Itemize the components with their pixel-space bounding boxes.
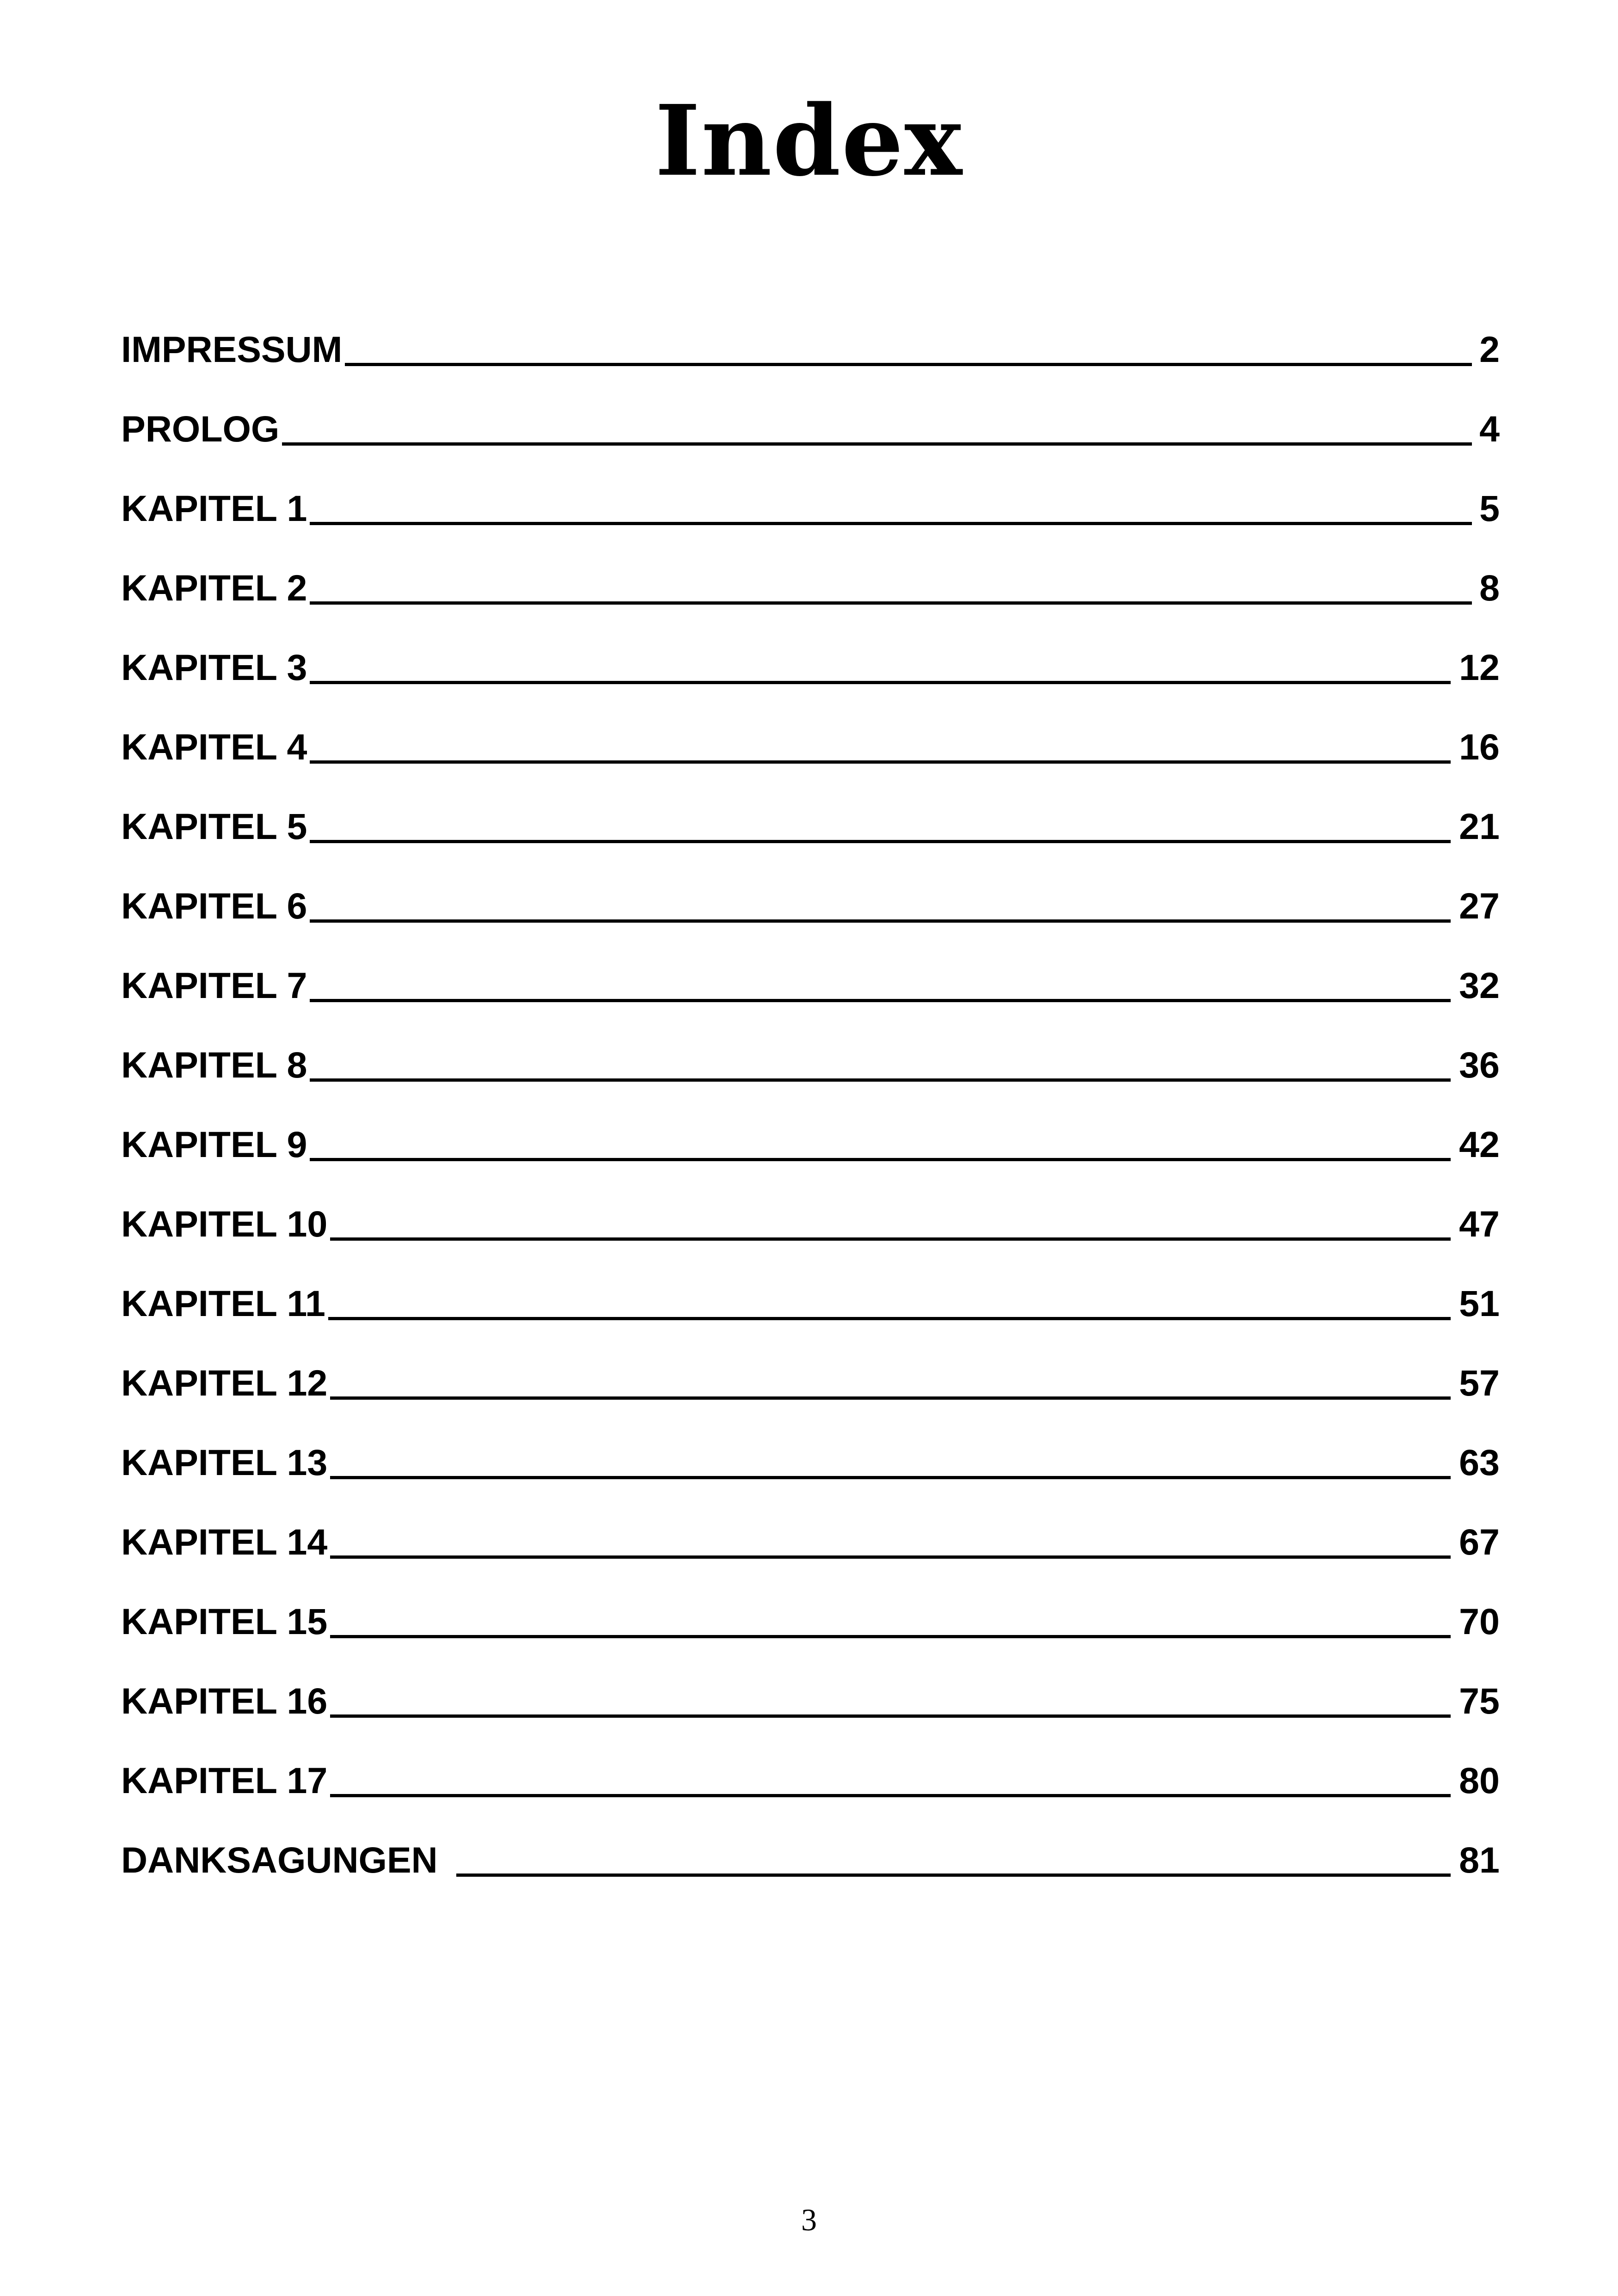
toc-entry-page: 80 (1459, 1760, 1500, 1801)
toc-entry-label: KAPITEL 11 (121, 1283, 325, 1324)
toc-leader-line (310, 760, 1451, 764)
toc-leader-line (330, 1396, 1451, 1400)
toc-entry-kapitel-11[interactable] (121, 1259, 1500, 1339)
toc-entry-page: 51 (1459, 1283, 1500, 1324)
toc-leader-line (310, 999, 1451, 1002)
toc-entry-label: KAPITEL 3 (121, 647, 307, 688)
toc-leader-line (310, 681, 1451, 684)
toc-entry-page: 12 (1459, 647, 1500, 688)
toc-entry-label: DANKSAGUNGEN (121, 1839, 438, 1880)
toc-leader-line (345, 363, 1472, 366)
toc-entry-kapitel-8[interactable] (121, 1021, 1500, 1100)
toc-entry-kapitel-3[interactable] (121, 623, 1500, 703)
toc-entry-impressum[interactable] (121, 305, 1500, 385)
toc-entry-label: KAPITEL 12 (121, 1362, 328, 1403)
toc-entry-label: KAPITEL 7 (121, 965, 307, 1006)
toc-entry-page: 2 (1479, 329, 1500, 370)
toc-leader-line (330, 1714, 1451, 1718)
toc-entry-page: 16 (1459, 726, 1500, 767)
toc-entry-page: 75 (1459, 1680, 1500, 1721)
toc-leader-line (328, 1317, 1451, 1320)
toc-leader-line (310, 919, 1451, 923)
page-title: Index (655, 84, 963, 198)
toc-entry-label: KAPITEL 5 (121, 806, 307, 847)
toc-entry-prolog[interactable] (121, 385, 1500, 464)
toc-entry-page: 70 (1459, 1601, 1500, 1642)
toc-entry-kapitel-15[interactable] (121, 1577, 1500, 1657)
toc-entry-label: KAPITEL 17 (121, 1760, 328, 1801)
toc-entry-page: 27 (1459, 885, 1500, 926)
toc-entry-kapitel-16[interactable] (121, 1657, 1500, 1736)
toc-entry-kapitel-1[interactable] (121, 464, 1500, 544)
toc-entry-kapitel-5[interactable] (121, 782, 1500, 862)
toc-entry-label: KAPITEL 2 (121, 567, 307, 608)
toc-entry-page: 67 (1459, 1521, 1500, 1562)
toc-entry-page: 63 (1459, 1442, 1500, 1483)
toc-leader-line (310, 840, 1451, 843)
toc-leader-line (310, 1158, 1451, 1161)
toc-entry-page: 57 (1459, 1362, 1500, 1403)
toc-leader-line (330, 1635, 1451, 1638)
toc-entry-kapitel-10[interactable] (121, 1180, 1500, 1259)
toc-leader-line (310, 1078, 1451, 1082)
toc-entry-label: KAPITEL 9 (121, 1124, 307, 1165)
page-number: 3 (801, 2202, 817, 2237)
toc-entry-kapitel-17[interactable] (121, 1736, 1500, 1816)
toc-entry-page: 8 (1479, 567, 1500, 608)
toc-entry-page: 21 (1459, 806, 1500, 847)
toc-leader-line (310, 601, 1472, 605)
toc-entry-page: 42 (1459, 1124, 1500, 1165)
toc-entry-label: KAPITEL 15 (121, 1601, 328, 1642)
toc-entry-label: KAPITEL 14 (121, 1521, 328, 1562)
toc-entry-danksagungen[interactable] (121, 1816, 1500, 1895)
toc-entry-page: 5 (1479, 488, 1500, 529)
toc-entry-label: KAPITEL 13 (121, 1442, 328, 1483)
toc-entry-label: KAPITEL 8 (121, 1044, 307, 1085)
toc-entry-label: PROLOG (121, 408, 280, 449)
toc-leader-line (330, 1476, 1451, 1479)
toc-entry-kapitel-14[interactable] (121, 1498, 1500, 1577)
toc-entry-kapitel-4[interactable] (121, 703, 1500, 782)
toc-entry-kapitel-12[interactable] (121, 1339, 1500, 1418)
toc-entry-page: 32 (1459, 965, 1500, 1006)
toc-entry-kapitel-9[interactable] (121, 1100, 1500, 1180)
toc-entry-page: 4 (1479, 408, 1500, 449)
toc-entry-kapitel-6[interactable] (121, 862, 1500, 941)
toc-entry-label: KAPITEL 4 (121, 726, 307, 767)
toc-entry-label: KAPITEL 1 (121, 488, 307, 529)
toc-entry-label: KAPITEL 6 (121, 885, 307, 926)
toc-leader-line (330, 1237, 1451, 1241)
toc-entry-page: 36 (1459, 1044, 1500, 1085)
toc-entry-label: KAPITEL 16 (121, 1680, 328, 1721)
toc-leader-line (330, 1794, 1451, 1797)
toc-leader-line (330, 1555, 1451, 1559)
table-of-contents (121, 305, 1500, 1895)
toc-entry-page: 81 (1459, 1839, 1500, 1880)
toc-entry-kapitel-7[interactable] (121, 941, 1500, 1021)
toc-entry-label: KAPITEL 10 (121, 1203, 328, 1244)
toc-entry-label: IMPRESSUM (121, 329, 343, 370)
toc-leader-line (282, 442, 1472, 446)
toc-entry-kapitel-13[interactable] (121, 1418, 1500, 1498)
toc-entry-kapitel-2[interactable] (121, 544, 1500, 623)
toc-entry-page: 47 (1459, 1203, 1500, 1244)
toc-leader-line (456, 1874, 1451, 1877)
toc-leader-line (310, 522, 1472, 525)
